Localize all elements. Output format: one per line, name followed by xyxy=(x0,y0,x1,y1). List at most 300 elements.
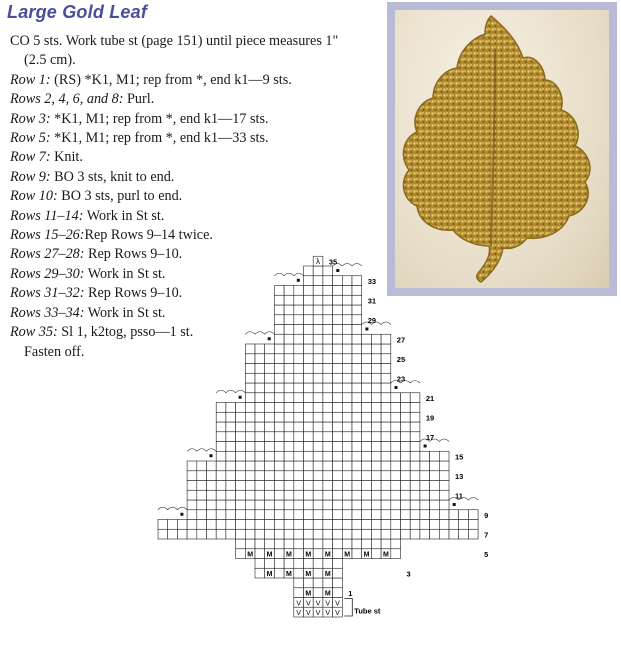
chart-cell xyxy=(226,451,236,461)
chart-cell xyxy=(313,315,323,325)
chart-cell xyxy=(410,451,420,461)
chart-cell xyxy=(342,325,352,335)
chart-cell xyxy=(342,442,352,452)
row-number-label: 11 xyxy=(455,491,463,501)
chart-cell xyxy=(236,520,246,530)
chart-cell xyxy=(371,422,381,432)
bind-off-marker xyxy=(365,328,368,331)
chart-cell xyxy=(216,510,226,520)
chart-cell xyxy=(439,529,449,539)
chart-cell xyxy=(284,490,294,500)
chart-cell xyxy=(333,471,343,481)
chart-cell xyxy=(449,520,459,530)
chart-cell xyxy=(274,490,284,500)
chart-cell xyxy=(313,383,323,393)
chart-cell xyxy=(342,383,352,393)
chart-cell xyxy=(420,461,430,471)
bound-off-loop xyxy=(439,439,449,442)
chart-cell xyxy=(294,354,304,364)
increase-symbol: M xyxy=(324,590,331,598)
chart-cell xyxy=(323,412,333,422)
chart-cell xyxy=(313,412,323,422)
chart-cell xyxy=(274,383,284,393)
chart-cell xyxy=(313,559,323,569)
chart-cell xyxy=(323,305,333,315)
chart-cell xyxy=(284,471,294,481)
chart-cell xyxy=(313,471,323,481)
chart-cell xyxy=(294,559,304,569)
chart-cell xyxy=(197,500,207,510)
chart-cell xyxy=(274,412,284,422)
chart-cell xyxy=(362,373,372,383)
chart-cell xyxy=(391,412,401,422)
chart-cell xyxy=(333,334,343,344)
chart-cell xyxy=(391,422,401,432)
chart-cell xyxy=(352,286,362,296)
chart-cell xyxy=(294,578,304,588)
chart-cell xyxy=(216,442,226,452)
chart-cell xyxy=(216,500,226,510)
chart-cell xyxy=(265,412,275,422)
chart-cell xyxy=(274,539,284,549)
increase-symbol: M xyxy=(383,551,389,559)
chart-cell xyxy=(294,286,304,296)
chart-cell xyxy=(255,471,265,481)
row-text: Rep Rows 9–10. xyxy=(84,285,183,302)
row-number-label: 15 xyxy=(455,452,464,462)
chart-cell xyxy=(362,432,372,442)
chart-cell xyxy=(255,442,265,452)
chart-cell xyxy=(255,481,265,491)
chart-cell xyxy=(430,471,440,481)
chart-cell xyxy=(333,549,343,559)
chart-cell xyxy=(245,529,255,539)
chart-cell xyxy=(304,578,314,588)
tube-bracket xyxy=(344,599,352,617)
chart-cell xyxy=(410,432,420,442)
chart-cell xyxy=(342,315,352,325)
chart-cell xyxy=(245,481,255,491)
chart-cell xyxy=(304,510,314,520)
chart-cell xyxy=(352,520,362,530)
chart-cell xyxy=(168,529,178,539)
chart-cell xyxy=(236,461,246,471)
chart-cell xyxy=(342,364,352,374)
chart-cell xyxy=(236,432,246,442)
chart-cell xyxy=(313,364,323,374)
increase-symbol: M xyxy=(286,571,292,578)
row-label: Rows 31–32: xyxy=(10,285,85,302)
chart-cell xyxy=(352,510,362,520)
chart-cell xyxy=(284,403,294,413)
chart-cell xyxy=(401,510,411,520)
chart-cell xyxy=(391,471,401,481)
chart-cell xyxy=(333,481,343,491)
chart-cell xyxy=(294,334,304,344)
chart-cell xyxy=(313,266,323,276)
chart-cell xyxy=(352,315,362,325)
chart-cell xyxy=(187,510,197,520)
chart-cell xyxy=(274,403,284,413)
tube-stitch-symbol: V xyxy=(325,600,331,608)
chart-cell xyxy=(274,568,284,578)
bound-off-loop xyxy=(381,322,391,325)
chart-cell xyxy=(362,461,372,471)
chart-cell xyxy=(410,520,420,530)
chart-cell xyxy=(468,529,478,539)
chart-cell xyxy=(362,383,372,393)
chart-cell xyxy=(255,432,265,442)
chart-cell xyxy=(323,422,333,432)
chart-cell xyxy=(313,403,323,413)
chart-cell xyxy=(226,510,236,520)
chart-cell xyxy=(342,529,352,539)
chart-cell xyxy=(304,422,314,432)
chart-cell xyxy=(216,471,226,481)
chart-cell xyxy=(439,510,449,520)
chart-cell xyxy=(197,461,207,471)
chart-cell xyxy=(245,344,255,354)
chart-cell xyxy=(207,510,217,520)
chart-cell xyxy=(304,334,314,344)
row-text: Rep Rows 9–14 twice. xyxy=(84,227,213,244)
row-number-label: 19 xyxy=(425,413,435,423)
chart-cell xyxy=(245,442,255,452)
chart-cell xyxy=(371,354,381,364)
chart-cell xyxy=(401,412,411,422)
increase-symbol: M xyxy=(266,571,273,578)
chart-cell xyxy=(294,403,304,413)
chart-cell xyxy=(294,325,304,335)
row-label: Rows 27–28: xyxy=(10,246,85,263)
chart-cell xyxy=(381,403,391,413)
chart-cell xyxy=(333,461,343,471)
chart-cell xyxy=(313,481,323,491)
chart-cell xyxy=(352,529,362,539)
chart-cell xyxy=(323,325,333,335)
chart-cell xyxy=(333,354,343,364)
chart-cell xyxy=(323,442,333,452)
chart-cell xyxy=(255,383,265,393)
chart-cell xyxy=(352,393,362,403)
chart-cell xyxy=(362,354,372,364)
chart-cell xyxy=(342,412,352,422)
chart-cell xyxy=(274,559,284,569)
row-label: Rows 33–34: xyxy=(10,304,85,321)
chart-cell xyxy=(304,383,314,393)
chart-cell xyxy=(323,393,333,403)
chart-cell xyxy=(284,422,294,432)
row-number-label: 9 xyxy=(484,511,489,520)
chart-cell xyxy=(391,490,401,500)
bind-off-marker xyxy=(210,454,213,457)
chart-cell xyxy=(226,442,236,452)
chart-cell xyxy=(333,276,343,286)
chart-cell xyxy=(420,481,430,491)
bind-off-marker xyxy=(395,386,398,389)
tube-stitch-symbol: V xyxy=(335,610,340,617)
chart-cell xyxy=(304,286,314,296)
chart-cell xyxy=(274,344,284,354)
row-number-label: 33 xyxy=(367,277,377,286)
chart-cell xyxy=(371,373,381,383)
chart-cell xyxy=(371,451,381,461)
chart-cell xyxy=(371,334,381,344)
chart-cell xyxy=(391,549,401,559)
chart-cell xyxy=(294,393,304,403)
chart-cell xyxy=(352,539,362,549)
chart-cell xyxy=(381,490,391,500)
chart-cell xyxy=(401,403,411,413)
chart-cell xyxy=(333,295,343,305)
chart-cell xyxy=(342,344,352,354)
chart-cell xyxy=(226,412,236,422)
chart-cell xyxy=(245,364,255,374)
chart-cell xyxy=(304,520,314,530)
bound-off-loop xyxy=(342,264,352,267)
chart-cell xyxy=(439,481,449,491)
chart-cell xyxy=(313,461,323,471)
chart-cell xyxy=(352,403,362,413)
row-text: Rep Rows 9–10. xyxy=(84,246,183,263)
bound-off-loop xyxy=(187,449,197,452)
chart-cell xyxy=(304,276,314,286)
chart-cell xyxy=(401,461,411,471)
chart-cell xyxy=(313,568,323,578)
chart-cell xyxy=(342,286,352,296)
bound-off-loop xyxy=(352,264,362,267)
chart-cell xyxy=(284,393,294,403)
chart-cell xyxy=(265,520,275,530)
chart-cell xyxy=(342,276,352,286)
chart-cell xyxy=(197,471,207,481)
chart-cell xyxy=(323,500,333,510)
chart-cell xyxy=(274,305,284,315)
chart-cell xyxy=(294,529,304,539)
chart-cell xyxy=(284,286,294,296)
chart-cell xyxy=(265,373,275,383)
chart-cell xyxy=(284,373,294,383)
chart-cell xyxy=(352,481,362,491)
chart-cell xyxy=(333,500,343,510)
chart-cell xyxy=(362,412,372,422)
chart-cell xyxy=(352,373,362,383)
chart-cell xyxy=(187,500,197,510)
increase-symbol: M xyxy=(305,551,312,559)
bound-off-loop xyxy=(468,498,478,501)
bound-off-loop xyxy=(245,332,255,335)
chart-cell xyxy=(245,422,255,432)
chart-cell xyxy=(284,442,294,452)
chart-cell xyxy=(255,500,265,510)
chart-cell xyxy=(459,520,469,530)
chart-cell xyxy=(284,412,294,422)
chart-cell xyxy=(304,403,314,413)
row-number-label: 35 xyxy=(328,257,338,267)
chart-cell xyxy=(255,461,265,471)
bound-off-loop xyxy=(197,449,207,452)
chart-cell xyxy=(410,510,420,520)
chart-cell xyxy=(410,412,420,422)
chart-cell xyxy=(391,432,401,442)
chart-cell xyxy=(187,461,197,471)
chart-cell xyxy=(255,490,265,500)
chart-cell xyxy=(265,500,275,510)
chart-cell xyxy=(371,442,381,452)
chart-cell xyxy=(333,539,343,549)
row-label: Rows 15–26: xyxy=(10,227,85,244)
chart-cell xyxy=(323,295,333,305)
row-text: Work in St st. xyxy=(84,304,166,321)
chart-cell xyxy=(245,354,255,364)
chart-cell xyxy=(323,364,333,374)
increase-symbol: M xyxy=(305,590,312,598)
chart-cell xyxy=(226,471,236,481)
chart-cell xyxy=(294,442,304,452)
chart-cell xyxy=(245,432,255,442)
chart-cell xyxy=(333,529,343,539)
chart-cell xyxy=(381,344,391,354)
chart-cell xyxy=(294,344,304,354)
chart-cell xyxy=(420,529,430,539)
chart-cell xyxy=(284,559,294,569)
chart-cell xyxy=(352,461,362,471)
chart-cell xyxy=(177,529,187,539)
chart-cell xyxy=(362,471,372,481)
chart-cell xyxy=(381,442,391,452)
chart-cell xyxy=(274,510,284,520)
chart-cell xyxy=(265,354,275,364)
chart-cell xyxy=(216,422,226,432)
chart-cell xyxy=(274,315,284,325)
row-number-label: 7 xyxy=(484,530,489,540)
row-number-label: 27 xyxy=(396,335,406,345)
pattern-title: Large Gold Leaf xyxy=(7,2,148,22)
chart-cell xyxy=(381,481,391,491)
chart-cell xyxy=(294,373,304,383)
chart-cell xyxy=(401,422,411,432)
chart-cell xyxy=(274,432,284,442)
chart-cell xyxy=(245,393,255,403)
increase-symbol: M xyxy=(266,551,273,559)
chart-cell xyxy=(274,393,284,403)
bind-off-marker xyxy=(297,279,300,282)
chart-cell xyxy=(255,539,265,549)
chart-cell xyxy=(294,568,304,578)
chart-cell xyxy=(401,529,411,539)
increase-symbol: M xyxy=(324,551,331,559)
chart-cell xyxy=(274,451,284,461)
chart-cell xyxy=(313,393,323,403)
chart-cell xyxy=(342,393,352,403)
chart-cell xyxy=(313,539,323,549)
chart-cell xyxy=(468,520,478,530)
chart-cell xyxy=(245,539,255,549)
chart-cell xyxy=(284,520,294,530)
chart-cell xyxy=(391,510,401,520)
chart-cell xyxy=(255,529,265,539)
chart-cell xyxy=(381,510,391,520)
chart-cell xyxy=(323,315,333,325)
chart-cell xyxy=(323,354,333,364)
increase-symbol: M xyxy=(363,551,370,559)
chart-cell xyxy=(381,354,391,364)
chart-cell xyxy=(381,364,391,374)
chart-cell xyxy=(265,539,275,549)
chart-cell xyxy=(304,539,314,549)
bound-off-loop xyxy=(255,332,265,335)
chart-cell xyxy=(371,510,381,520)
chart-cell xyxy=(371,364,381,374)
intro-line: CO 5 sts. Work tube st (page 151) until piece measures 1" xyxy=(10,33,339,49)
chart-cell xyxy=(430,490,440,500)
chart-cell xyxy=(274,500,284,510)
chart-cell xyxy=(304,373,314,383)
chart-cell xyxy=(430,481,440,491)
chart-cell xyxy=(245,403,255,413)
chart-cell xyxy=(410,471,420,481)
chart-cell xyxy=(391,393,401,403)
chart-cell xyxy=(333,578,343,588)
chart-cell xyxy=(313,325,323,335)
chart-cell xyxy=(401,481,411,491)
chart-cell xyxy=(265,442,275,452)
chart-cell xyxy=(371,520,381,530)
row-number-label: 23 xyxy=(396,374,406,384)
chart-cell xyxy=(362,490,372,500)
chart-cell xyxy=(245,500,255,510)
chart-cell xyxy=(381,334,391,344)
chart-cell xyxy=(352,451,362,461)
chart-cell xyxy=(401,432,411,442)
chart-cell xyxy=(294,305,304,315)
chart-cell xyxy=(274,364,284,374)
chart-cell xyxy=(420,451,430,461)
chart-cell xyxy=(216,403,226,413)
chart-cell xyxy=(430,461,440,471)
chart-cell xyxy=(323,490,333,500)
tube-stitch-label: Tube st xyxy=(354,606,381,616)
chart-cell xyxy=(294,295,304,305)
row-number-label: 1 xyxy=(348,589,353,598)
chart-cell xyxy=(294,461,304,471)
row-text: Work in St st. xyxy=(83,207,165,224)
row-label: Row 5: xyxy=(10,130,51,147)
chart-cell xyxy=(410,442,420,452)
chart-cell xyxy=(294,451,304,461)
chart-cell xyxy=(274,549,284,559)
chart-cell xyxy=(371,403,381,413)
chart-cell xyxy=(284,354,294,364)
chart-cell xyxy=(313,344,323,354)
bound-off-loop xyxy=(265,332,275,335)
bound-off-loop xyxy=(294,273,304,276)
chart-cell xyxy=(381,422,391,432)
row-text: BO 3 sts, knit to end. xyxy=(50,168,175,185)
chart-cell xyxy=(274,334,284,344)
chart-cell xyxy=(342,334,352,344)
chart-cell xyxy=(216,461,226,471)
chart-cell xyxy=(410,393,420,403)
chart-cell xyxy=(362,364,372,374)
increase-symbol: M xyxy=(305,571,312,578)
chart-cell xyxy=(226,461,236,471)
chart-cell xyxy=(333,412,343,422)
chart-cell xyxy=(265,451,275,461)
chart-cell xyxy=(352,412,362,422)
increase-symbol: M xyxy=(344,551,351,559)
chart-cell xyxy=(207,490,217,500)
